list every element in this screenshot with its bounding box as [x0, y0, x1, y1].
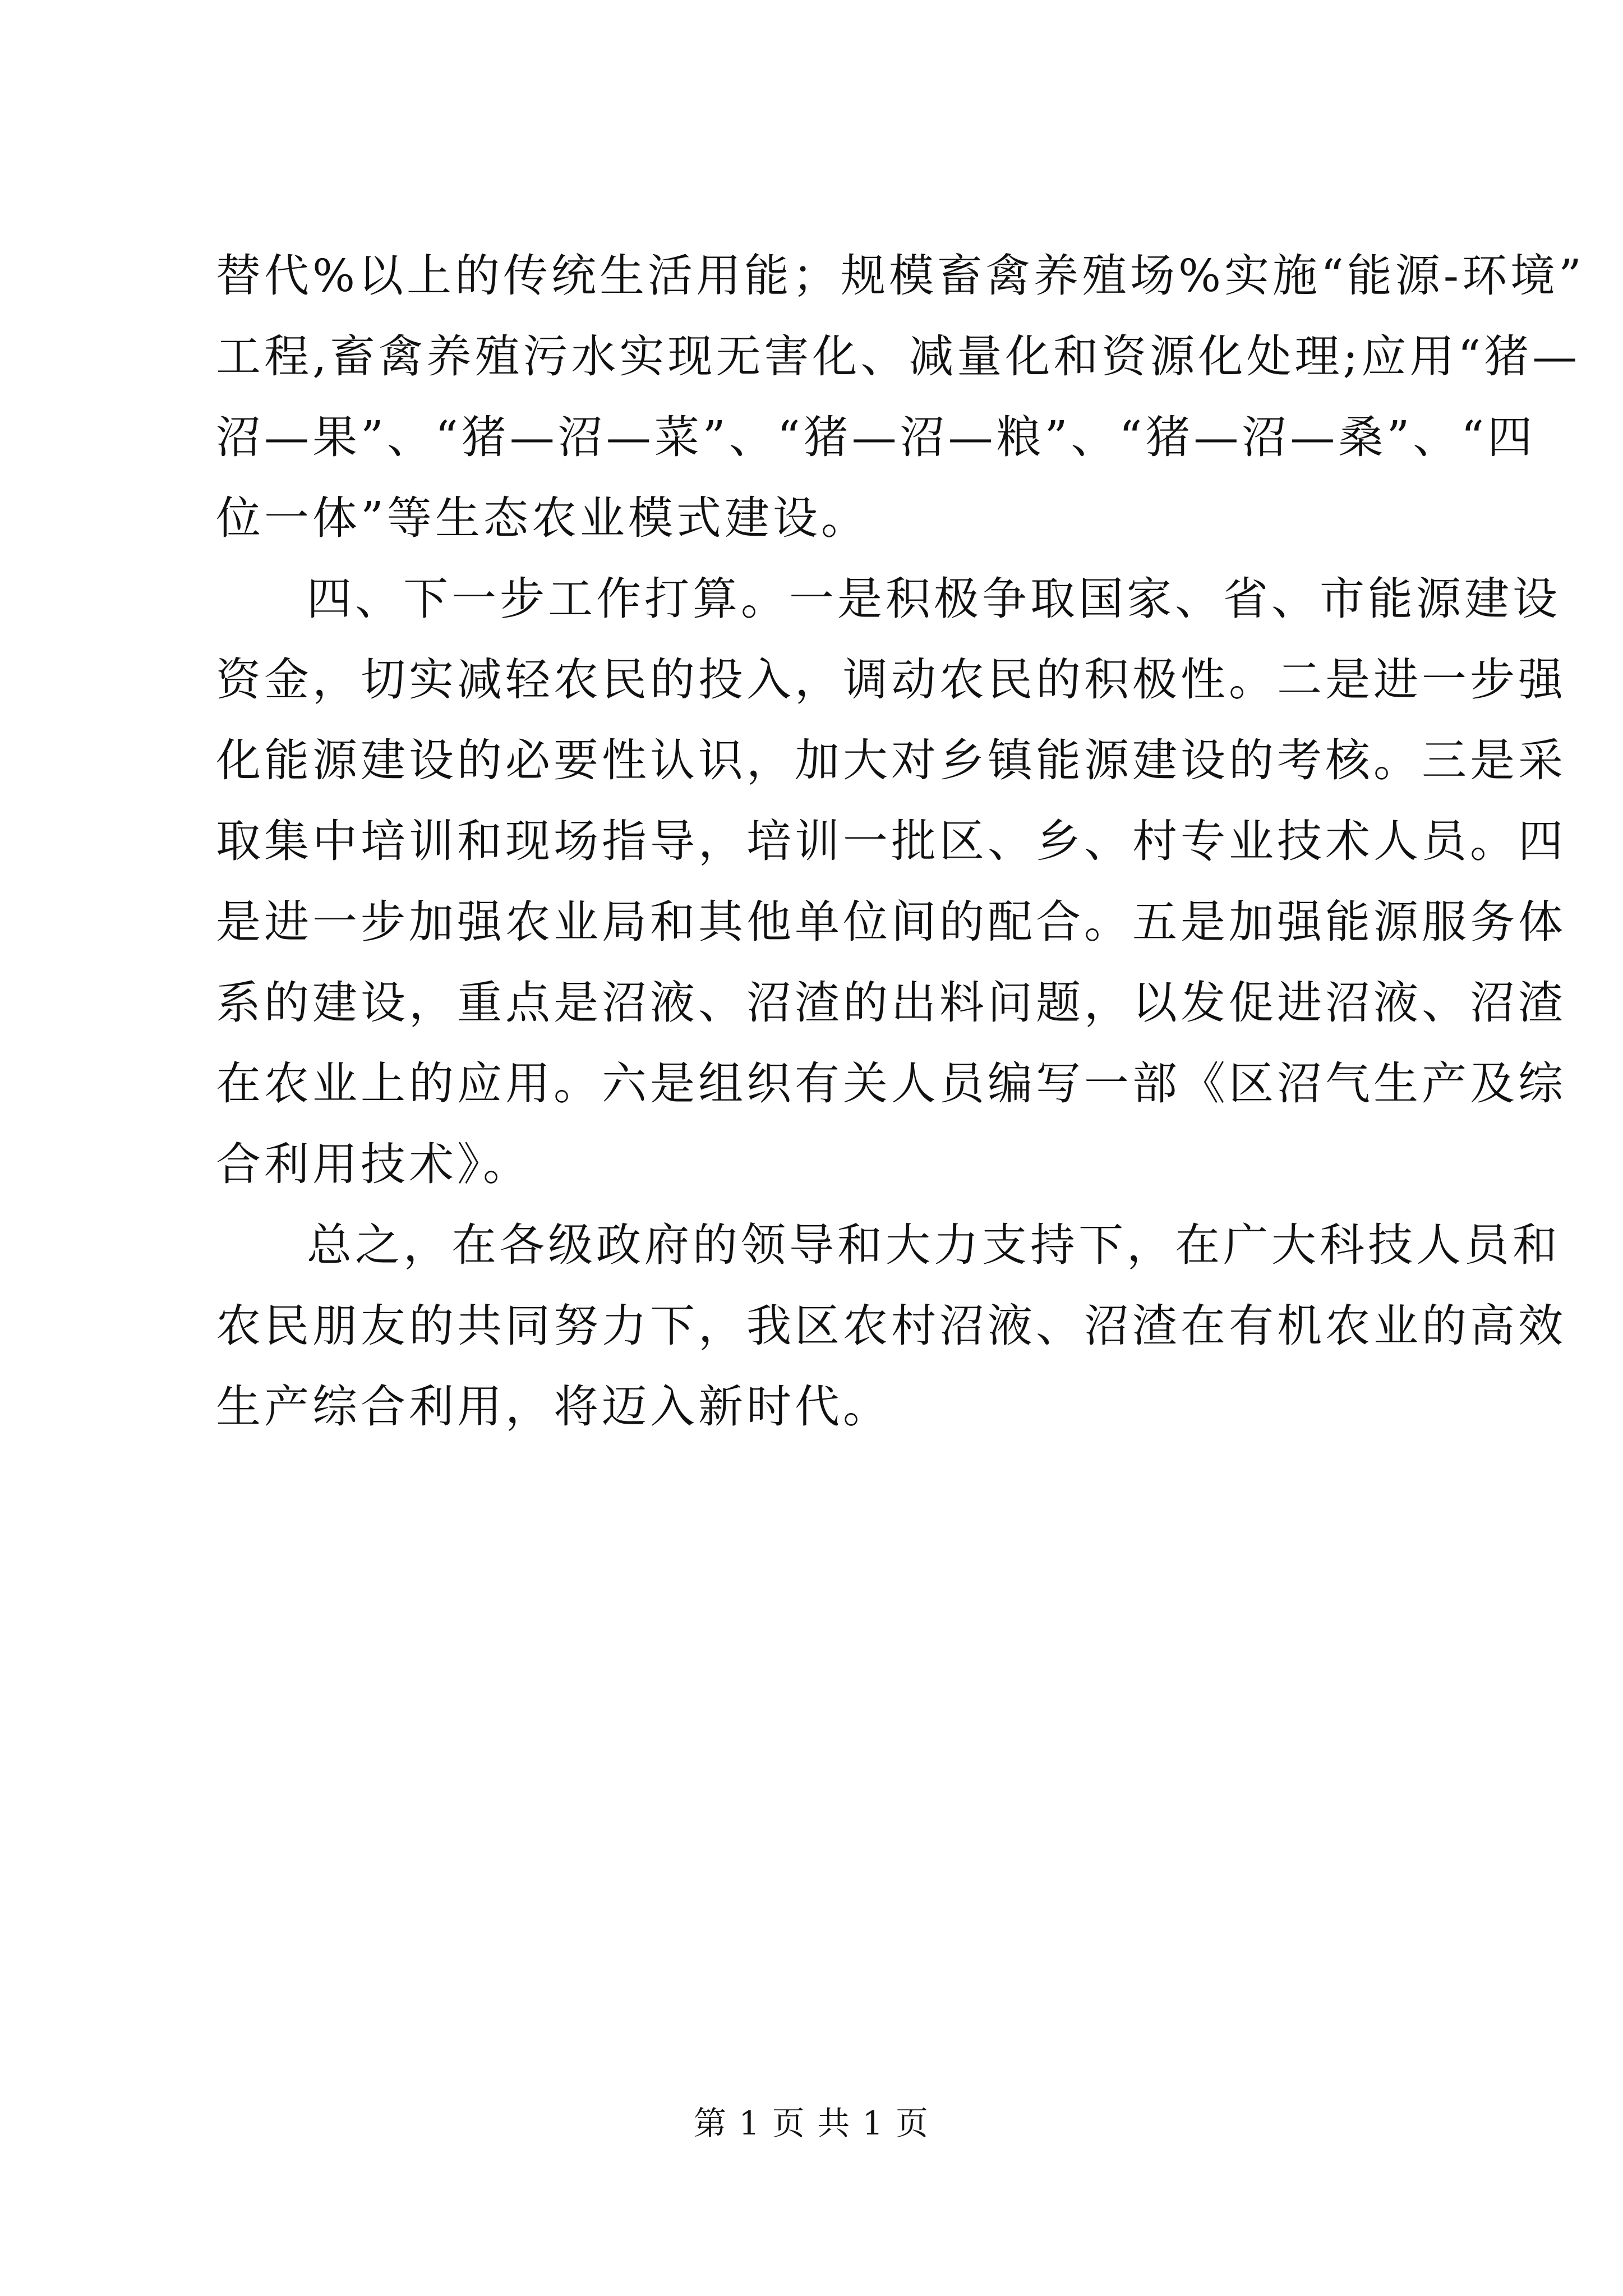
- text-line: 合利用技术》。: [216, 1138, 531, 1190]
- text-line: 位一体”等生态农业模式建设。: [216, 492, 869, 544]
- text-line: 替代%以上的传统生活用能；规模畜禽养殖场%实施“能源-环境”: [216, 250, 1585, 302]
- text-line: 生产综合利用，将迈入新时代。: [216, 1381, 891, 1433]
- text-line: 化能源建设的必要性认识，加大对乡镇能源建设的考核。三是采: [216, 734, 1566, 786]
- text-line: 沼—果”、“猪—沼—菜”、“猪—沼—粮”、“猪—沼—桑”、“四: [216, 411, 1536, 463]
- text-line: 取集中培训和现场指导，培训一批区、乡、村专业技术人员。四: [216, 815, 1566, 867]
- document-body: [216, 236, 1585, 1447]
- text-line: 工程,畜禽养殖污水实现无害化、减量化和资源化处理;应用“猪—: [216, 330, 1581, 383]
- text-line: 资金，切实减轻农民的投入，调动农民的积极性。二是进一步强: [216, 654, 1566, 706]
- text-line: 是进一步加强农业局和其他单位间的配合。五是加强能源服务体: [216, 896, 1566, 948]
- paragraph-continuation: [216, 236, 1585, 559]
- text-line: 系的建设，重点是沼液、沼渣的出料问题，以发促进沼液、沼渣: [216, 977, 1566, 1029]
- page-number-label: 第 1 页 共 1 页: [694, 2104, 929, 2142]
- text-line: 在农业上的应用。六是组织有关人员编写一部《区沼气生产及综: [216, 1057, 1566, 1110]
- page-footer: [0, 2101, 1623, 2146]
- text-line: 农民朋友的共同努力下，我区农村沼液、沼渣在有机农业的高效: [216, 1300, 1566, 1352]
- paragraph-conclusion: [216, 1205, 1566, 1447]
- text-line: 总之，在各级政府的领导和大力支持下，在广大科技人员和: [307, 1219, 1561, 1271]
- paragraph-next-steps: [216, 559, 1566, 1205]
- text-line: 四、下一步工作打算。一是积极争取国家、省、市能源建设: [307, 573, 1561, 625]
